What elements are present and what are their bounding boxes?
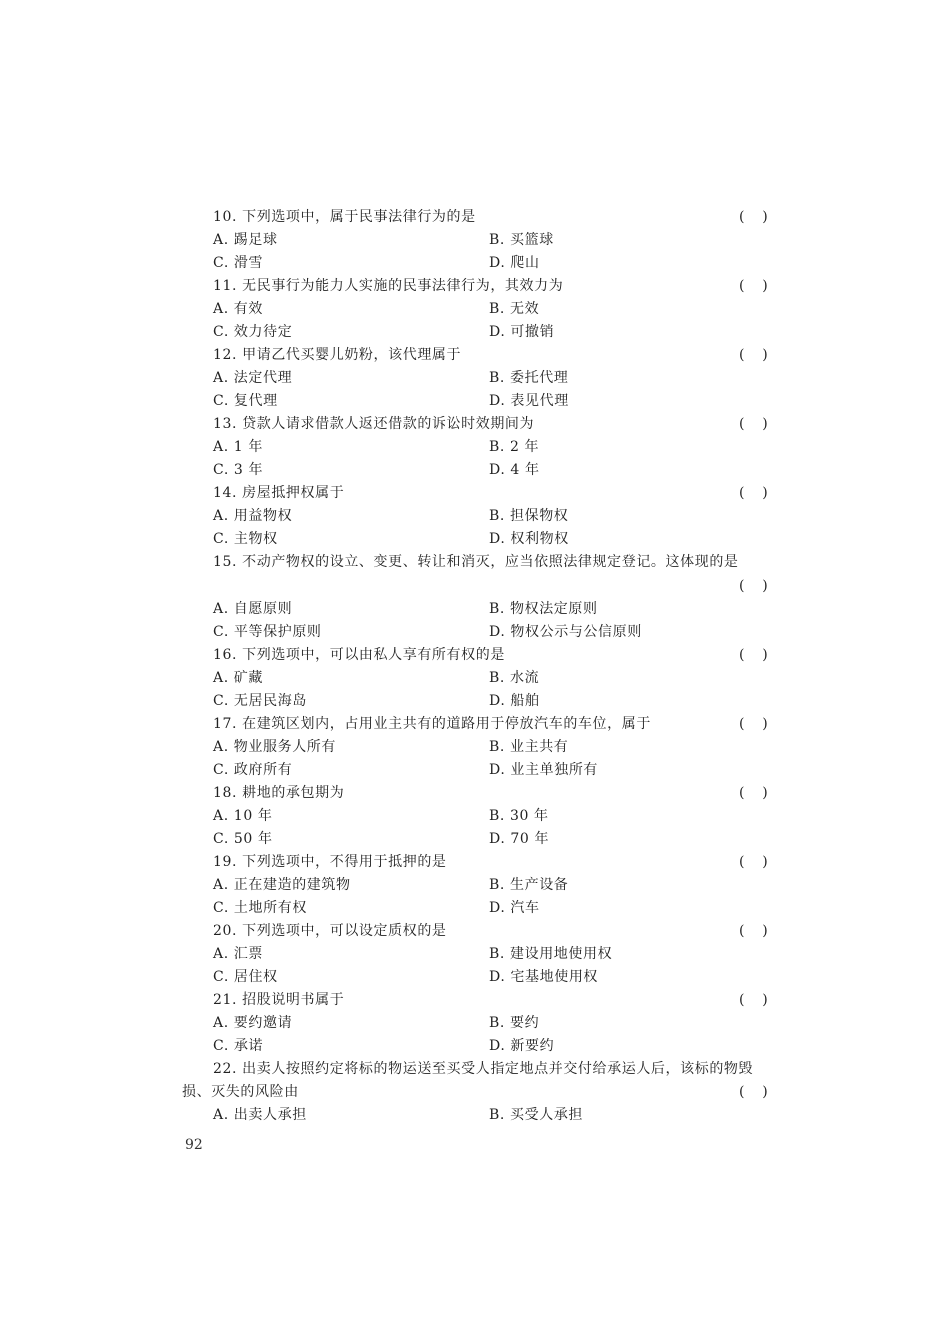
question-17-stem: 17. 在建筑区划内，占用业主共有的道路用于停放汽车的车位，属于 — [213, 716, 651, 732]
answer-blank-19: ( ) — [739, 854, 768, 870]
answer-blank-13: ( ) — [739, 416, 768, 432]
option-16-c: C. 无居民海岛 — [213, 693, 307, 709]
option-20-a: A. 汇票 — [213, 946, 264, 962]
option-21-c: C. 承诺 — [213, 1038, 264, 1054]
option-22-a: A. 出卖人承担 — [213, 1107, 307, 1123]
option-11-c: C. 效力待定 — [213, 324, 293, 340]
option-17-d: D. 业主单独所有 — [489, 762, 599, 778]
option-20-c: C. 居住权 — [213, 969, 278, 985]
option-11-a: A. 有效 — [213, 301, 264, 317]
option-18-b: B. 30 年 — [489, 808, 549, 824]
page-number: 92 — [185, 1137, 203, 1153]
question-21-stem: 21. 招股说明书属于 — [213, 992, 345, 1008]
option-19-b: B. 生产设备 — [489, 877, 569, 893]
option-16-b: B. 水流 — [489, 670, 540, 686]
answer-blank-10: ( ) — [739, 209, 768, 225]
option-10-a: A. 踢足球 — [213, 232, 278, 248]
option-21-a: A. 要约邀请 — [213, 1015, 293, 1031]
option-16-a: A. 矿藏 — [213, 670, 264, 686]
option-10-d: D. 爬山 — [489, 255, 540, 271]
option-12-b: B. 委托代理 — [489, 370, 569, 386]
option-17-c: C. 政府所有 — [213, 762, 293, 778]
option-18-d: D. 70 年 — [489, 831, 550, 847]
answer-blank-12: ( ) — [739, 347, 768, 363]
option-12-d: D. 表见代理 — [489, 393, 569, 409]
question-15-stem: 15. 不动产物权的设立、变更、转让和消灭，应当依照法律规定登记。这体现的是 — [213, 554, 739, 570]
answer-blank-14: ( ) — [739, 485, 768, 501]
question-16-stem: 16. 下列选项中，可以由私人享有所有权的是 — [213, 647, 505, 663]
option-22-b: B. 买受人承担 — [489, 1107, 583, 1123]
option-14-a: A. 用益物权 — [213, 508, 293, 524]
option-20-d: D. 宅基地使用权 — [489, 969, 599, 985]
question-12-stem: 12. 甲请乙代买婴儿奶粉，该代理属于 — [213, 347, 462, 363]
option-19-a: A. 正在建造的建筑物 — [213, 877, 351, 893]
answer-blank-21: ( ) — [739, 992, 768, 1008]
option-15-a: A. 自愿原则 — [213, 601, 293, 617]
question-13-stem: 13. 贷款人请求借款人返还借款的诉讼时效期间为 — [213, 416, 535, 432]
option-10-c: C. 滑雪 — [213, 255, 264, 271]
answer-blank-11: ( ) — [739, 278, 768, 294]
option-10-b: B. 买篮球 — [489, 232, 554, 248]
option-17-a: A. 物业服务人所有 — [213, 739, 337, 755]
option-13-d: D. 4 年 — [489, 462, 540, 478]
answer-blank-16: ( ) — [739, 647, 768, 663]
answer-blank-20: ( ) — [739, 923, 768, 939]
option-13-a: A. 1 年 — [213, 439, 263, 455]
option-21-b: B. 要约 — [489, 1015, 540, 1031]
option-12-a: A. 法定代理 — [213, 370, 293, 386]
option-15-b: B. 物权法定原则 — [489, 601, 598, 617]
question-22-stem-line1: 22. 出卖人按照约定将标的物运送至买受人指定地点并交付给承运人后，该标的物毁 — [213, 1061, 754, 1077]
option-14-b: B. 担保物权 — [489, 508, 569, 524]
answer-blank-18: ( ) — [739, 785, 768, 801]
option-19-c: C. 土地所有权 — [213, 900, 307, 916]
option-11-b: B. 无效 — [489, 301, 540, 317]
option-13-c: C. 3 年 — [213, 462, 264, 478]
option-21-d: D. 新要约 — [489, 1038, 555, 1054]
option-12-c: C. 复代理 — [213, 393, 278, 409]
question-22-stem-line2: 损、灭失的风险由 — [182, 1084, 299, 1100]
answer-blank-15: ( ) — [739, 578, 768, 594]
answer-blank-17: ( ) — [739, 716, 768, 732]
option-14-d: D. 权利物权 — [489, 531, 569, 547]
option-13-b: B. 2 年 — [489, 439, 540, 455]
option-15-c: C. 平等保护原则 — [213, 624, 322, 640]
option-18-c: C. 50 年 — [213, 831, 273, 847]
option-19-d: D. 汽车 — [489, 900, 540, 916]
option-15-d: D. 物权公示与公信原则 — [489, 624, 642, 640]
question-20-stem: 20. 下列选项中，可以设定质权的是 — [213, 923, 447, 939]
answer-blank-22: ( ) — [739, 1084, 768, 1100]
question-14-stem: 14. 房屋抵押权属于 — [213, 485, 345, 501]
option-11-d: D. 可撤销 — [489, 324, 555, 340]
option-20-b: B. 建设用地使用权 — [489, 946, 613, 962]
question-11-stem: 11. 无民事行为能力人实施的民事法律行为，其效力为 — [213, 278, 564, 294]
option-14-c: C. 主物权 — [213, 531, 278, 547]
option-18-a: A. 10 年 — [213, 808, 273, 824]
question-19-stem: 19. 下列选项中，不得用于抵押的是 — [213, 854, 447, 870]
option-16-d: D. 船舶 — [489, 693, 540, 709]
question-18-stem: 18. 耕地的承包期为 — [213, 785, 345, 801]
question-10-stem: 10. 下列选项中，属于民事法律行为的是 — [213, 209, 476, 225]
option-17-b: B. 业主共有 — [489, 739, 569, 755]
